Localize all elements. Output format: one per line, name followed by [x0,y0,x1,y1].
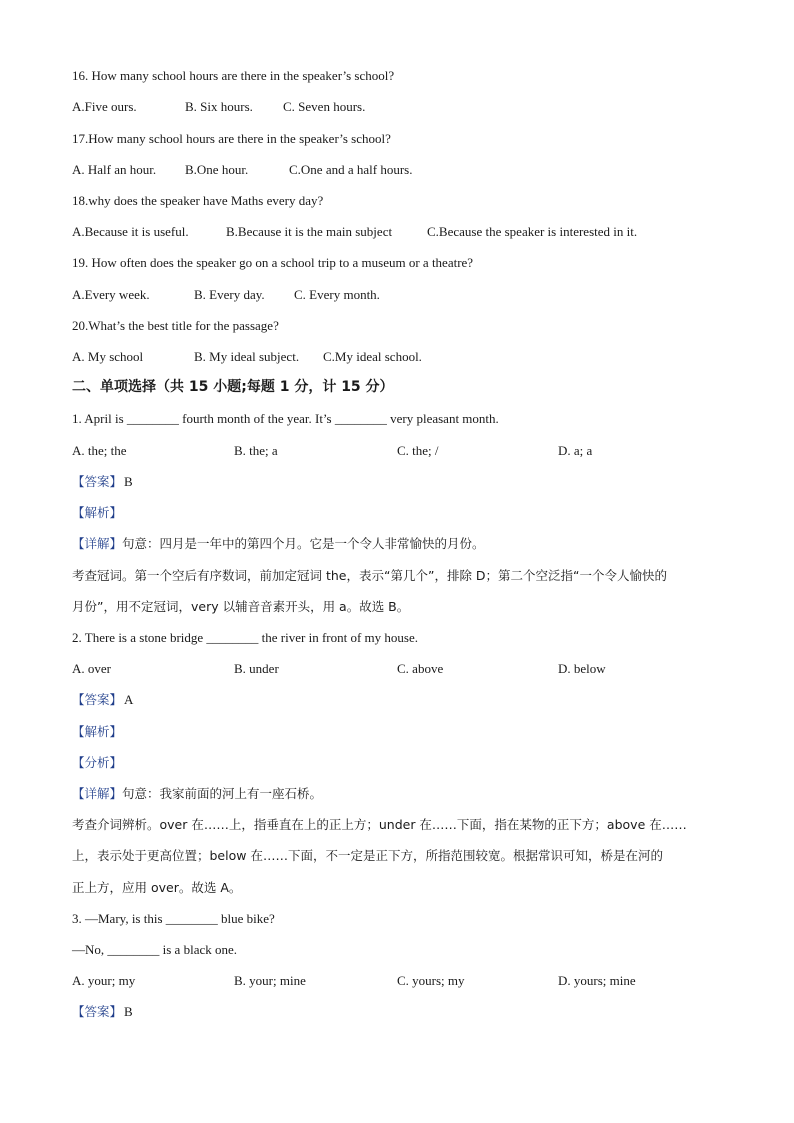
q17-option-c: C.One and a half hours. [289,162,413,177]
q1-analysis-line [72,504,122,522]
question-20-stem: 20.What’s the best title for the passage? [72,318,279,333]
q1-option-a: A. the; the [72,443,127,458]
answer-label: 【答案】 [72,692,123,707]
analysis-label: 【解析】 [72,724,123,739]
q19-option-c: C. Every month. [294,287,380,302]
q20-option-b: B. My ideal subject. [194,349,300,364]
q1-answer-line [72,473,133,491]
q2-answer-value: A [124,692,134,707]
q3-answer-value: B [124,1004,133,1019]
q17-option-a: A. Half an hour. [72,162,157,177]
question-19-stem: 19. How often does the speaker go on a school trip to a museum or a theatre? [72,255,474,270]
answer-label: 【答案】 [72,474,123,489]
answer-label: 【答案】 [72,1004,123,1019]
q2-option-b: B. under [234,661,279,676]
q3-option-a: A. your; my [72,973,136,988]
q1-explanation-1: 考查冠词。第一个空后有序数词，前加定冠词 the，表示“第几个”，排除 D；第二个空泛指“一个令人愉快的 [72,568,668,583]
q1-option-c: C. the; / [397,443,439,458]
detail-label: 【详解】 [72,536,123,551]
q18-option-c: C.Because the speaker is interested in it. [427,224,638,239]
q16-option-b: B. Six hours. [185,99,253,114]
q2-detail-text: 句意：我家前面的河上有一座石桥。 [122,786,323,801]
q20-option-a: A. My school [72,349,144,364]
q1-option-d: D. a; a [558,443,593,458]
q18-option-a: A.Because it is useful. [72,224,189,239]
q17-option-b: B.One hour. [185,162,249,177]
q2-option-c: C. above [397,661,444,676]
q16-option-c: C. Seven hours. [283,99,366,114]
q1-detail-text: 句意：四月是一年中的第四个月。它是一个令人非常愉快的月份。 [122,536,485,551]
q1-answer-value: B [124,474,133,489]
fenxi-label: 【分析】 [72,755,123,770]
q1-detail-line [72,535,485,553]
q3-option-b: B. your; mine [234,973,306,988]
q2-explanation-3: 正上方，应用 over。故选 A。 [72,880,242,895]
question-3-stem-1: 3. —Mary, is this ________ blue bike? [72,911,275,926]
question-16-stem: 16. How many school hours are there in the speaker’s school? [72,68,395,83]
q20-option-c: C.My ideal school. [323,349,422,364]
detail-label: 【详解】 [72,786,123,801]
question-1-stem: 1. April is ________ fourth month of the year. It’s ________ very pleasant month. [72,411,499,426]
q19-option-b: B. Every day. [194,287,265,302]
q2-detail-line [72,785,322,803]
analysis-label: 【解析】 [72,505,123,520]
q19-option-a: A.Every week. [72,287,150,302]
q3-answer-line [72,1003,133,1021]
question-18-stem: 18.why does the speaker have Maths every day? [72,193,324,208]
section-heading: 二、单项选择（共 15 小题;每题 1 分，计 15 分） [72,379,394,395]
q2-explanation-2: 上，表示处于更高位置；below 在……下面，不一定是正下方，所指范围较宽。根据常识可知，桥是在河的 [72,848,663,863]
q2-explanation-1: 考查介词辨析。over 在……上，指垂直在上的正上方；under 在……下面，指在某物的正下方；above 在…… [72,817,687,832]
q1-option-b: B. the; a [234,443,278,458]
q2-answer-line [72,691,133,709]
q18-option-b: B.Because it is the main subject [226,224,393,239]
q2-fenxi-line [72,754,122,772]
q1-explanation-2: 月份”，用不定冠词，very 以辅音音素开头，用 a。故选 B。 [72,599,410,614]
question-2-stem: 2. There is a stone bridge ________ the river in front of my house. [72,630,418,645]
q2-option-a: A. over [72,661,111,676]
question-17-stem: 17.How many school hours are there in the speaker’s school? [72,131,391,146]
question-3-stem-2: —No, ________ is a black one. [72,942,238,957]
q16-option-a: A.Five ours. [72,99,137,114]
q3-option-c: C. yours; my [397,973,465,988]
q2-option-d: D. below [558,661,606,676]
q2-analysis-line [72,723,122,741]
q3-option-d: D. yours; mine [558,973,636,988]
